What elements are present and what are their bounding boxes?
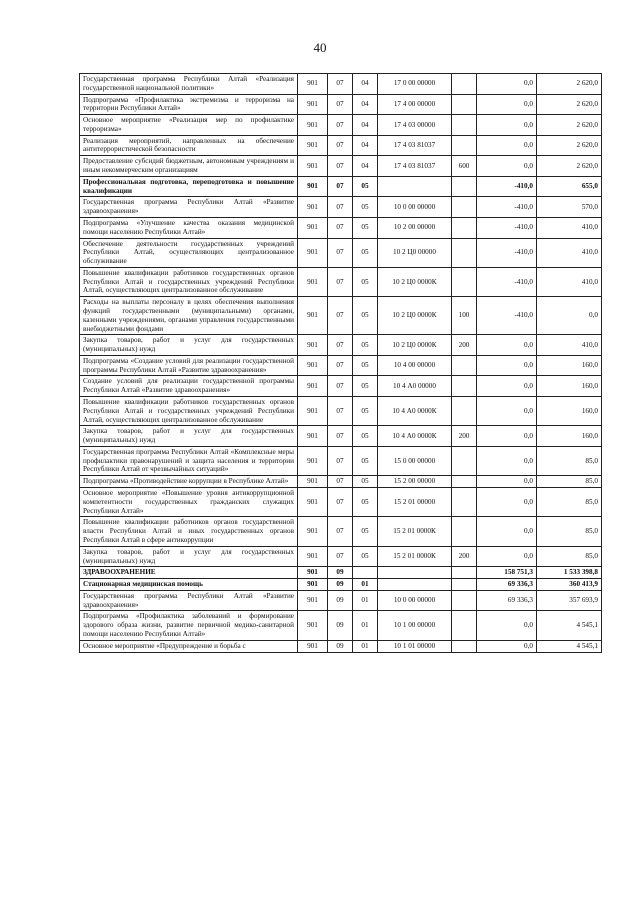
cell-expense-type	[452, 135, 477, 156]
cell-total: 360 413,9	[537, 579, 602, 591]
cell-section: 07	[328, 397, 353, 426]
cell-expense-type	[452, 590, 477, 611]
table-row	[80, 335, 602, 356]
cell-subsection: 05	[353, 335, 378, 356]
cell-subsection: 01	[353, 640, 378, 652]
cell-subsection: 04	[353, 135, 378, 156]
cell-total: 410,0	[537, 267, 602, 296]
cell-expense-type	[452, 74, 477, 95]
cell-total: 357 693,9	[537, 590, 602, 611]
cell-name: Повышение квалификации работников государственных органов Республики Алтай и государственных учреждений Республики Алтай, осуществляющих централизованное обслуживание	[80, 267, 298, 296]
cell-subsection: 05	[353, 355, 378, 376]
cell-subsection: 04	[353, 115, 378, 136]
cell-subsection	[353, 567, 378, 579]
cell-target: 17 4 00 00000	[378, 94, 452, 115]
cell-expense-type	[452, 640, 477, 652]
cell-target: 10 4 А0 00000	[378, 376, 452, 397]
cell-change: 0,0	[477, 135, 537, 156]
cell-section: 07	[328, 197, 353, 218]
cell-change: 0,0	[477, 335, 537, 356]
page-number: 40	[313, 40, 327, 55]
cell-target	[378, 567, 452, 579]
cell-expense-type	[452, 476, 477, 488]
cell-section: 07	[328, 376, 353, 397]
table-row	[80, 376, 602, 397]
table-row	[80, 94, 602, 115]
cell-section: 07	[328, 517, 353, 546]
table-row	[80, 488, 602, 517]
cell-change: -410,0	[477, 217, 537, 238]
cell-target: 10 2 Ц0 0000К	[378, 267, 452, 296]
cell-ministry: 901	[298, 517, 328, 546]
cell-total: 2 620,0	[537, 156, 602, 177]
cell-section: 07	[328, 546, 353, 567]
table-row	[80, 156, 602, 177]
cell-ministry: 901	[298, 446, 328, 475]
cell-name: Подпрограмма «Противодействие коррупции в Республике Алтай»	[80, 476, 298, 488]
cell-expense-type	[452, 488, 477, 517]
cell-ministry: 901	[298, 546, 328, 567]
cell-subsection: 01	[353, 579, 378, 591]
cell-section: 09	[328, 640, 353, 652]
cell-target: 10 2 Ц0 00000	[378, 238, 452, 267]
cell-total: 160,0	[537, 376, 602, 397]
cell-total: 655,0	[537, 176, 602, 197]
cell-name: Подпрограмма «Создание условий для реализации государственной программы Республики Алтай «Развитие здравоохранения»	[80, 355, 298, 376]
cell-total: 2 620,0	[537, 135, 602, 156]
cell-target: 10 4 00 00000	[378, 355, 452, 376]
cell-target: 15 2 01 0000К	[378, 517, 452, 546]
cell-target: 17 4 03 81037	[378, 156, 452, 177]
cell-section: 07	[328, 488, 353, 517]
cell-section: 07	[328, 94, 353, 115]
cell-change: -410,0	[477, 267, 537, 296]
cell-name: Основное мероприятие «Реализация мер по профилактике терроризма»	[80, 115, 298, 136]
cell-subsection: 05	[353, 488, 378, 517]
cell-ministry: 901	[298, 135, 328, 156]
cell-subsection: 05	[353, 267, 378, 296]
cell-ministry: 901	[298, 115, 328, 136]
cell-section: 07	[328, 217, 353, 238]
cell-name: Профессиональная подготовка, переподготовка и повышение квалификации	[80, 176, 298, 197]
cell-expense-type	[452, 115, 477, 136]
cell-ministry: 901	[298, 426, 328, 447]
cell-subsection: 05	[353, 546, 378, 567]
cell-total: 570,0	[537, 197, 602, 218]
cell-total: 85,0	[537, 546, 602, 567]
cell-target: 10 1 01 00000	[378, 640, 452, 652]
cell-expense-type	[452, 579, 477, 591]
cell-change: 158 751,3	[477, 567, 537, 579]
cell-change: -410,0	[477, 176, 537, 197]
cell-target	[378, 579, 452, 591]
cell-name: Создание условий для реализации государственной программы Республики Алтай «Развитие здравоохранения»	[80, 376, 298, 397]
cell-target: 17 4 03 00000	[378, 115, 452, 136]
cell-subsection: 05	[353, 397, 378, 426]
cell-section: 09	[328, 579, 353, 591]
cell-ministry: 901	[298, 355, 328, 376]
cell-target: 10 2 Ц0 0000К	[378, 297, 452, 335]
cell-ministry: 901	[298, 297, 328, 335]
cell-section: 07	[328, 426, 353, 447]
cell-ministry: 901	[298, 267, 328, 296]
cell-section: 07	[328, 446, 353, 475]
cell-section: 07	[328, 156, 353, 177]
cell-total: 4 545,1	[537, 640, 602, 652]
cell-change: 0,0	[477, 355, 537, 376]
cell-change: -410,0	[477, 297, 537, 335]
table-row	[80, 640, 602, 652]
table-row	[80, 355, 602, 376]
cell-total: 2 620,0	[537, 115, 602, 136]
cell-section: 07	[328, 238, 353, 267]
cell-total: 410,0	[537, 217, 602, 238]
cell-section: 07	[328, 335, 353, 356]
cell-expense-type: 100	[452, 297, 477, 335]
cell-change: 0,0	[477, 426, 537, 447]
cell-section: 07	[328, 355, 353, 376]
cell-ministry: 901	[298, 476, 328, 488]
cell-expense-type	[452, 517, 477, 546]
table-row	[80, 115, 602, 136]
cell-change: 0,0	[477, 156, 537, 177]
cell-change: 0,0	[477, 115, 537, 136]
cell-expense-type	[452, 176, 477, 197]
cell-total: 160,0	[537, 426, 602, 447]
cell-target: 10 0 00 00000	[378, 197, 452, 218]
cell-total: 410,0	[537, 238, 602, 267]
cell-subsection: 05	[353, 446, 378, 475]
cell-name: Подпрограмма «Профилактика заболеваний и формирование здорового образа жизни, развитие первичной медико-санитарной помощи населению Республики Алтай»	[80, 611, 298, 640]
cell-ministry: 901	[298, 590, 328, 611]
cell-ministry: 901	[298, 176, 328, 197]
cell-ministry: 901	[298, 335, 328, 356]
cell-ministry: 901	[298, 156, 328, 177]
cell-section: 09	[328, 590, 353, 611]
cell-subsection: 05	[353, 426, 378, 447]
table-row	[80, 267, 602, 296]
cell-expense-type	[452, 267, 477, 296]
cell-subsection: 04	[353, 74, 378, 95]
cell-section: 07	[328, 74, 353, 95]
cell-name: Государственная программа Республики Алтай «Развитие здравоохранения»	[80, 590, 298, 611]
cell-name: Основное мероприятие «Предупреждение и борьба с	[80, 640, 298, 652]
cell-subsection: 05	[353, 297, 378, 335]
cell-change: -410,0	[477, 197, 537, 218]
table-row	[80, 426, 602, 447]
table-row	[80, 476, 602, 488]
cell-name: Закупка товаров, работ и услуг для государственных (муниципальных) нужд	[80, 335, 298, 356]
cell-expense-type	[452, 94, 477, 115]
cell-expense-type: 600	[452, 156, 477, 177]
cell-ministry: 901	[298, 217, 328, 238]
cell-expense-type	[452, 197, 477, 218]
cell-ministry: 901	[298, 197, 328, 218]
cell-name: Государственная программа Республики Алтай «Реализация государственной национальной политики»	[80, 74, 298, 95]
table-row	[80, 567, 602, 579]
cell-expense-type: 200	[452, 335, 477, 356]
cell-expense-type	[452, 567, 477, 579]
cell-change: 0,0	[477, 376, 537, 397]
cell-name: Подпрограмма «Профилактика экстремизма и терроризма на территории Республики Алтай»	[80, 94, 298, 115]
cell-target: 10 0 00 00000	[378, 590, 452, 611]
cell-target: 10 4 А0 0000К	[378, 426, 452, 447]
cell-expense-type	[452, 397, 477, 426]
cell-change: 0,0	[477, 94, 537, 115]
cell-ministry: 901	[298, 611, 328, 640]
table-row	[80, 546, 602, 567]
cell-subsection: 05	[353, 197, 378, 218]
cell-change: 0,0	[477, 517, 537, 546]
cell-target: 10 2 00 00000	[378, 217, 452, 238]
table-row	[80, 611, 602, 640]
cell-name: Государственная программа Республики Алтай «Развитие здравоохранения»	[80, 197, 298, 218]
cell-total: 160,0	[537, 397, 602, 426]
cell-change: 0,0	[477, 397, 537, 426]
cell-expense-type	[452, 355, 477, 376]
cell-subsection: 01	[353, 611, 378, 640]
cell-total: 2 620,0	[537, 74, 602, 95]
table-row	[80, 446, 602, 475]
cell-total: 85,0	[537, 488, 602, 517]
cell-total: 1 533 398,8	[537, 567, 602, 579]
cell-ministry: 901	[298, 488, 328, 517]
cell-section: 07	[328, 297, 353, 335]
cell-expense-type	[452, 376, 477, 397]
cell-section: 09	[328, 567, 353, 579]
cell-change: 0,0	[477, 446, 537, 475]
cell-ministry: 901	[298, 567, 328, 579]
cell-subsection: 05	[353, 376, 378, 397]
cell-total: 4 545,1	[537, 611, 602, 640]
cell-section: 07	[328, 267, 353, 296]
cell-total: 0,0	[537, 297, 602, 335]
cell-target	[378, 176, 452, 197]
cell-target: 10 2 Ц0 0000К	[378, 335, 452, 356]
cell-ministry: 901	[298, 579, 328, 591]
table-row	[80, 135, 602, 156]
cell-expense-type: 200	[452, 426, 477, 447]
cell-name: Предоставление субсидий бюджетным, автономным учреждениям и иным некоммерческим организациям	[80, 156, 298, 177]
cell-total: 85,0	[537, 446, 602, 475]
cell-subsection: 05	[353, 238, 378, 267]
cell-section: 07	[328, 135, 353, 156]
cell-subsection: 05	[353, 217, 378, 238]
table-row	[80, 297, 602, 335]
cell-name: Повышение квалификации работников органов государственной власти Республики Алтай и иных государственных органов Республики Алтай в сфере антикоррупции	[80, 517, 298, 546]
table-row	[80, 197, 602, 218]
cell-change: 0,0	[477, 488, 537, 517]
table-row	[80, 217, 602, 238]
cell-expense-type	[452, 238, 477, 267]
cell-subsection: 01	[353, 590, 378, 611]
cell-subsection: 04	[353, 94, 378, 115]
cell-total: 160,0	[537, 355, 602, 376]
table-row	[80, 176, 602, 197]
cell-change: 69 336,3	[477, 579, 537, 591]
cell-ministry: 901	[298, 94, 328, 115]
cell-expense-type: 200	[452, 546, 477, 567]
cell-change: 0,0	[477, 74, 537, 95]
cell-change: 0,0	[477, 546, 537, 567]
cell-target: 17 0 00 00000	[378, 74, 452, 95]
cell-name: Стационарная медицинская помощь	[80, 579, 298, 591]
table-row	[80, 238, 602, 267]
cell-ministry: 901	[298, 397, 328, 426]
cell-name: Обеспечение деятельности государственных учреждений Республики Алтай, осуществляющих централизованное обслуживание	[80, 238, 298, 267]
cell-target: 15 0 00 00000	[378, 446, 452, 475]
budget-table	[79, 73, 602, 653]
cell-total: 85,0	[537, 476, 602, 488]
cell-section: 09	[328, 611, 353, 640]
cell-name: Расходы на выплаты персоналу в целях обеспечения выполнения функций государственными (муниципальными) органами, казенными учреждениями, органами управления государственными внебюджетными фондами	[80, 297, 298, 335]
cell-section: 07	[328, 115, 353, 136]
cell-change: 0,0	[477, 476, 537, 488]
cell-ministry: 901	[298, 640, 328, 652]
cell-target: 10 4 А0 0000К	[378, 397, 452, 426]
cell-target: 15 2 01 0000К	[378, 546, 452, 567]
cell-subsection: 04	[353, 156, 378, 177]
cell-name: Государственная программа Республики Алтай «Комплексные меры профилактики правонарушений и защита населения и территории Республики Алтай от чрезвычайных ситуаций»	[80, 446, 298, 475]
cell-subsection: 05	[353, 517, 378, 546]
cell-change: 69 336,3	[477, 590, 537, 611]
cell-total: 2 620,0	[537, 94, 602, 115]
cell-subsection: 05	[353, 176, 378, 197]
cell-name: Реализация мероприятий, направленных на обеспечение антитеррористической безопасности	[80, 135, 298, 156]
cell-name: Подпрограмма «Улучшение качества оказания медицинской помощи населению Республики Алтай»	[80, 217, 298, 238]
cell-change: 0,0	[477, 611, 537, 640]
cell-target: 17 4 03 81037	[378, 135, 452, 156]
cell-ministry: 901	[298, 238, 328, 267]
table-row	[80, 517, 602, 546]
cell-name: Закупка товаров, работ и услуг для государственных (муниципальных) нужд	[80, 426, 298, 447]
cell-total: 410,0	[537, 335, 602, 356]
cell-name: Основное мероприятие «Повышение уровня антикоррупционной компетентности государственных гражданских служащих Республики Алтай»	[80, 488, 298, 517]
cell-target: 15 2 00 00000	[378, 476, 452, 488]
table-row	[80, 74, 602, 95]
cell-section: 07	[328, 476, 353, 488]
cell-expense-type	[452, 217, 477, 238]
table-row	[80, 397, 602, 426]
cell-name: Повышение квалификации работников государственных органов Республики Алтай и государственных учреждений Республики Алтай, осуществляющих централизованное обслуживание	[80, 397, 298, 426]
cell-expense-type	[452, 611, 477, 640]
cell-name: ЗДРАВООХРАНЕНИЕ	[80, 567, 298, 579]
cell-section: 07	[328, 176, 353, 197]
table-row	[80, 579, 602, 591]
cell-ministry: 901	[298, 376, 328, 397]
cell-change: 0,0	[477, 640, 537, 652]
cell-total: 85,0	[537, 517, 602, 546]
table-row	[80, 590, 602, 611]
cell-ministry: 901	[298, 74, 328, 95]
cell-target: 10 1 00 00000	[378, 611, 452, 640]
cell-change: -410,0	[477, 238, 537, 267]
cell-name: Закупка товаров, работ и услуг для государственных (муниципальных) нужд	[80, 546, 298, 567]
cell-expense-type	[452, 446, 477, 475]
cell-target: 15 2 01 00000	[378, 488, 452, 517]
cell-subsection: 05	[353, 476, 378, 488]
